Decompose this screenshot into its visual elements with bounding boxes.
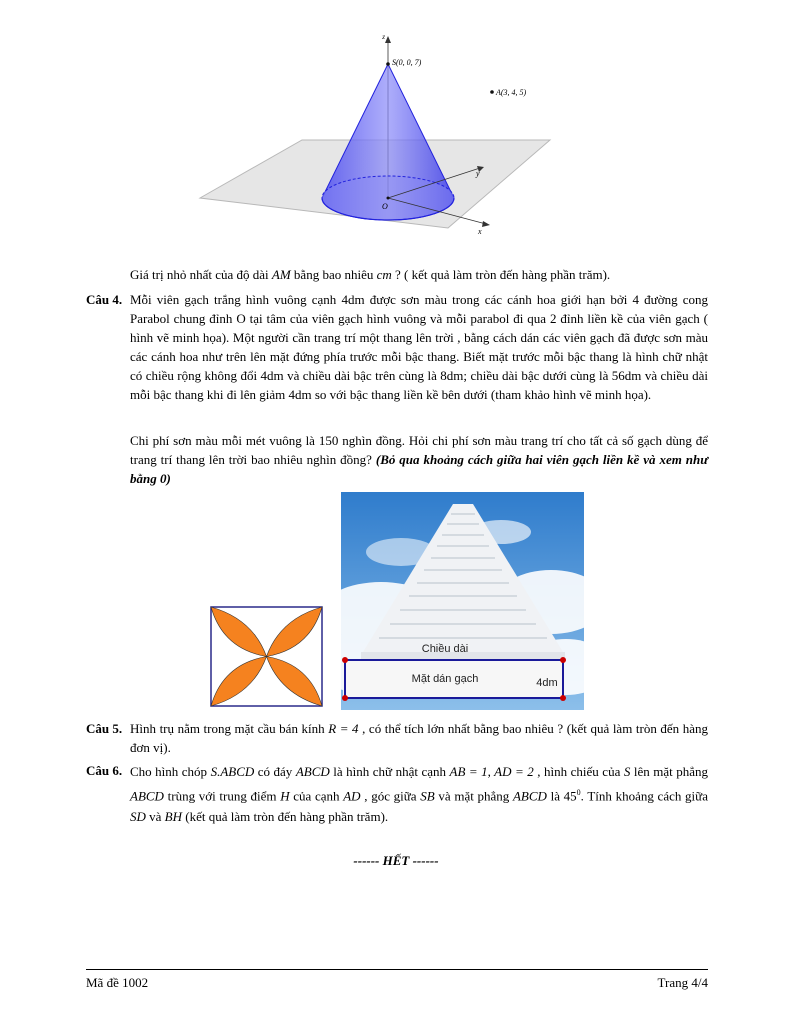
corner-marker	[342, 657, 348, 663]
label-length: Chiều dài	[421, 643, 469, 655]
text: Hình trụ nằm trong mặt cầu bán kính	[130, 721, 329, 736]
text: bằng bao nhiêu	[290, 267, 377, 282]
math: AB = 1, AD = 2	[449, 764, 534, 779]
y-axis-label: y	[476, 169, 480, 178]
apex-point	[386, 62, 390, 66]
text: và mặt phẳng	[434, 788, 513, 804]
text: là hình chữ nhật cạnh	[329, 764, 450, 779]
text: . Tính khoảng cách giữa	[580, 788, 708, 804]
cone-figure	[180, 28, 560, 240]
q4-note: (Bỏ qua khoảng cách giữa hai viên gạch liền kề và xem như bằng 0)	[130, 452, 709, 486]
label-width: 4dm	[536, 677, 558, 689]
footer-divider	[86, 969, 708, 970]
text: , góc giữa	[360, 788, 421, 804]
math: ABCD	[130, 788, 164, 804]
q4-cost-question: Chi phí sơn màu mỗi mét vuông là 150 nghìn đồng. Hỏi chi phí sơn màu trang trí cho tất cả số gạch dùng để trang trí thang lên trời bao nhiêu nghìn đồng?	[130, 433, 708, 467]
text: ? ( kết quả làm tròn đến hàng phần trăm).	[391, 267, 611, 282]
math: AD	[343, 788, 361, 804]
point-a-label: A(3, 4, 5)	[496, 88, 527, 97]
text: , có thể tích lớn nhất bằng bao nhiêu ? (kết quả làm tròn đến hàng đơn vị).	[130, 721, 708, 755]
point-a	[490, 90, 494, 94]
text: là	[546, 788, 564, 804]
question-6-label: Câu 6.	[86, 763, 123, 778]
question-5-text	[130, 719, 708, 757]
x-axis-label: x	[478, 227, 482, 236]
flower-tile-figure	[209, 605, 325, 709]
corner-marker	[560, 657, 566, 663]
origin-point	[387, 197, 390, 200]
text: có đáy	[254, 764, 296, 779]
text: lên mặt phẳng	[630, 764, 708, 779]
question-4-paragraph-2	[130, 431, 708, 488]
math: S.ABCD	[210, 764, 255, 779]
text: của cạnh	[289, 788, 344, 804]
math: ABCD	[295, 764, 330, 779]
text: và	[145, 809, 165, 825]
math-am: AM	[271, 267, 291, 282]
question-6-text	[130, 761, 708, 827]
math: BH	[164, 809, 183, 825]
text: , hình chiếu của	[533, 764, 624, 779]
text: (kết quả làm tròn đến hàng phần trăm).	[182, 809, 389, 825]
math: S	[623, 764, 631, 779]
question-4-paragraph-1: Mỗi viên gạch trắng hình vuông cạnh 4dm được sơn màu trong các cánh hoa giới hạn bởi 4 đường cong Parabol chung đỉnh O tại tâm của viên gạch hình vuông và mỗi parabol đi qua 2 đỉnh liền kề của viên gạch ( hình vẽ minh họa). Một người cần trang trí một thang lên trời , bằng cách dán các viên gạch đã được sơn màu các cánh hoa như trên lên mặt đứng phía trước mỗi bậc thang. Biết mặt trước mỗi bậc thang là hình chữ nhật có chiều rộng không đổi 4dm và chiều dài bậc trên cùng là 8dm; chiều dài bậc dưới cùng là 56dm và chiều dài mỗi bậc thang khi đi lên giảm 4dm so với bậc thang liền kề bên dưới (tham khảo hình vẽ minh họa).	[130, 292, 708, 402]
math: H	[280, 788, 290, 804]
apex-label: S(0, 0, 7)	[392, 58, 422, 67]
corner-marker	[560, 695, 566, 701]
footer-page-number: Trang 4/4	[657, 975, 708, 990]
question-3-tail	[130, 265, 710, 284]
math: 45	[563, 788, 577, 804]
corner-marker	[342, 695, 348, 701]
label-face: Mặt dán gạch	[411, 673, 479, 685]
z-axis-label: z	[382, 33, 385, 41]
math-cm: cm	[376, 267, 392, 282]
stairway-photo	[341, 492, 584, 710]
math: ABCD	[512, 788, 547, 804]
math: SD	[130, 809, 146, 825]
text: Giá trị nhỏ nhất của độ dài	[130, 267, 272, 282]
question-4-label: Câu 4.	[86, 292, 123, 307]
math-r: R = 4	[328, 721, 359, 736]
text: Cho hình chóp	[130, 764, 211, 779]
text: trùng với trung điểm	[163, 788, 281, 804]
superscript: 0	[576, 788, 581, 797]
footer-exam-code: Mã đề 1002	[86, 975, 149, 990]
math: SB	[420, 788, 435, 804]
question-5-label: Câu 5.	[86, 721, 123, 736]
origin-label: O	[382, 202, 388, 211]
end-marker: ------ HẾT ------	[353, 853, 439, 868]
